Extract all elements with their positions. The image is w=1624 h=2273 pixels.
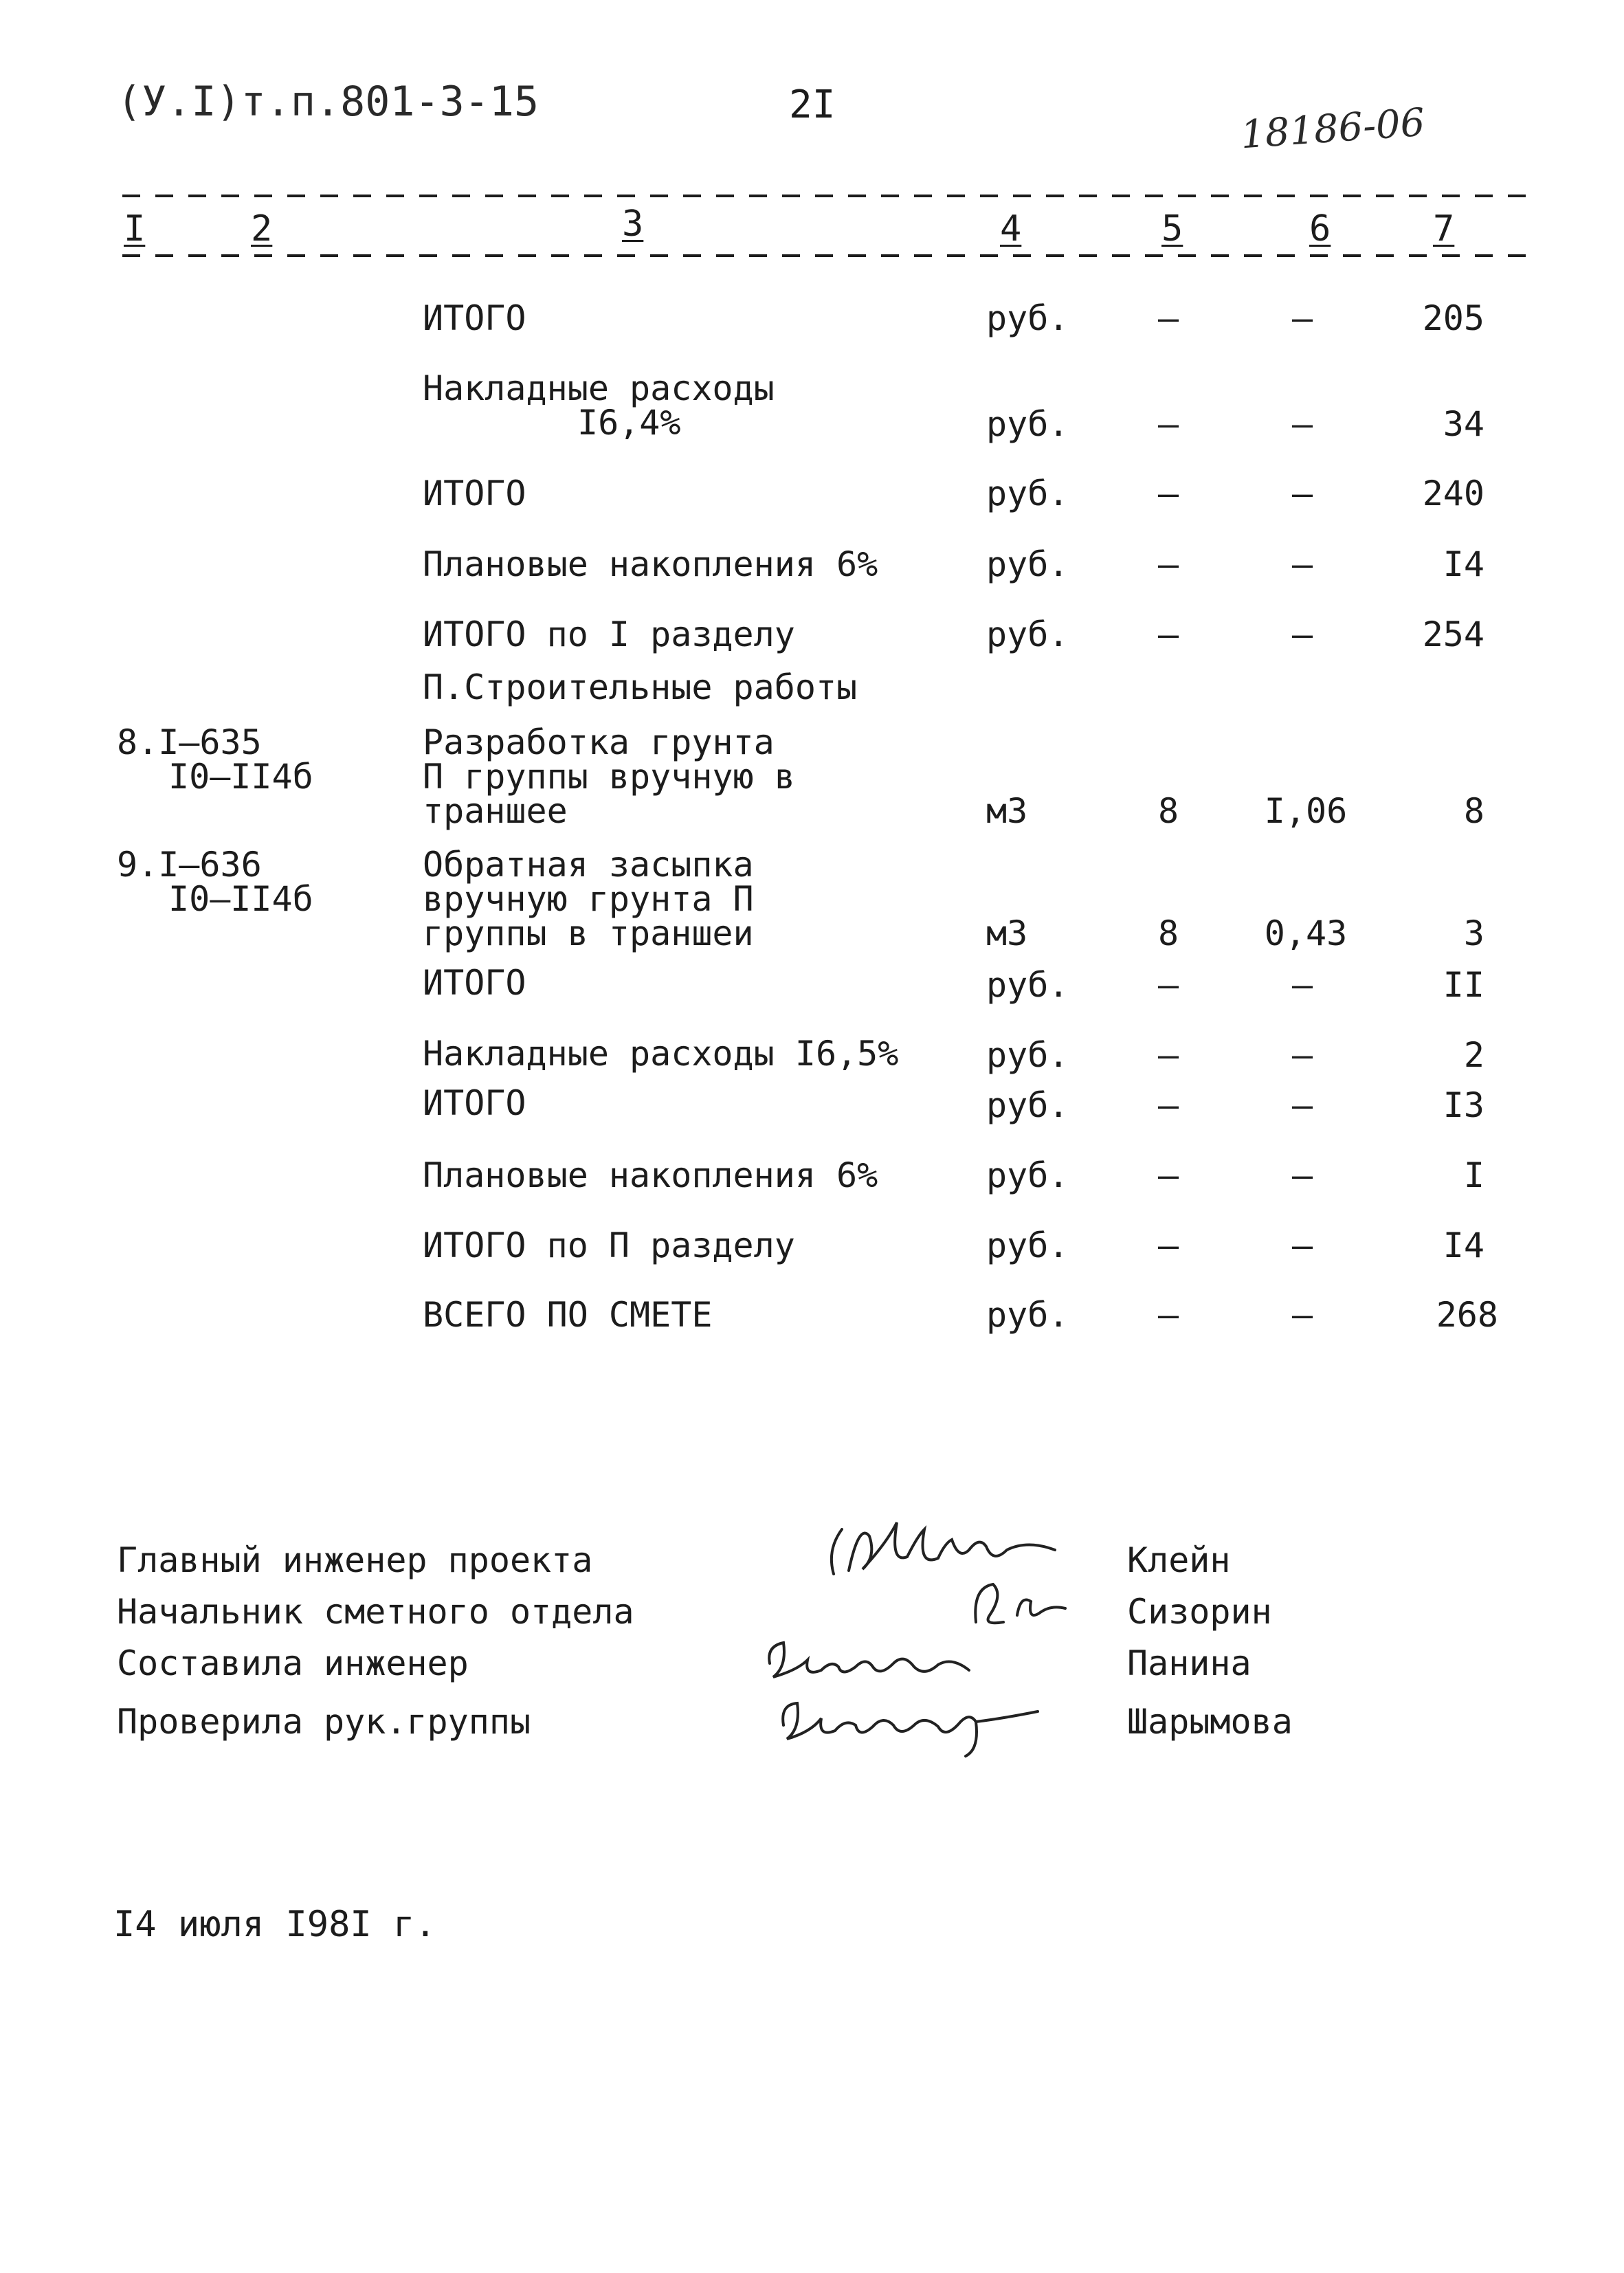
row-quantity: – <box>1157 1226 1179 1265</box>
row-rate: – <box>1291 1226 1313 1265</box>
row-rate: 0,43 <box>1264 913 1348 953</box>
row-quantity: – <box>1157 965 1179 1005</box>
row-quantity: 8 <box>1157 791 1179 831</box>
row-unit: руб. <box>986 1155 1069 1195</box>
signatory-role: Составила инженер <box>117 1643 469 1683</box>
row-description: Разработка грунта <box>423 722 775 762</box>
row-quantity: – <box>1157 544 1179 584</box>
row-description: ИТОГО <box>423 474 526 513</box>
row-quantity: – <box>1157 1085 1179 1125</box>
row-total: 3 <box>1463 913 1484 953</box>
signatory-role: Главный инженер проекта <box>117 1540 593 1580</box>
row-unit: м3 <box>986 791 1028 831</box>
row-total: 268 <box>1436 1295 1498 1335</box>
row-description: группы в траншеи <box>423 913 754 953</box>
row-unit: руб. <box>986 1295 1069 1335</box>
row-unit: руб. <box>986 965 1069 1005</box>
row-unit: руб. <box>986 544 1069 584</box>
archive-number: 18186-06 <box>1239 100 1427 158</box>
column-heading-3: 3 <box>622 203 644 245</box>
column-heading-2: 2 <box>251 208 273 250</box>
row-total: I4 <box>1443 1226 1484 1265</box>
row-code: I0–II4б <box>168 757 313 797</box>
row-rate: – <box>1291 298 1313 338</box>
row-quantity: – <box>1157 614 1179 654</box>
row-description: ИТОГО по I разделу <box>423 614 795 654</box>
section-heading: П.Строительные работы <box>423 667 858 707</box>
row-rate: – <box>1291 965 1313 1005</box>
row-rate: – <box>1291 614 1313 654</box>
row-quantity: 8 <box>1157 913 1179 953</box>
row-total: 240 <box>1422 474 1484 513</box>
row-rate: – <box>1291 1035 1313 1075</box>
row-description: ИТОГО по П разделу <box>423 1226 795 1265</box>
signatory-role: Начальник сметного отдела <box>117 1592 634 1632</box>
row-code: I0–II4б <box>168 879 313 919</box>
row-description: Накладные расходы <box>423 368 775 408</box>
row-description: Плановые накопления 6% <box>423 544 878 584</box>
header-rule-top <box>122 195 1531 197</box>
row-unit: руб. <box>986 298 1069 338</box>
row-total: II <box>1443 965 1484 1005</box>
handwritten-signature-4 <box>770 1684 1058 1760</box>
row-rate: – <box>1291 1295 1313 1335</box>
row-rate: – <box>1291 1085 1313 1125</box>
row-description: вручную грунта П <box>423 879 754 919</box>
signatory-name: Сизорин <box>1127 1592 1272 1632</box>
row-rate: – <box>1291 404 1313 444</box>
row-description: Плановые накопления 6% <box>423 1155 878 1195</box>
row-quantity: – <box>1157 1295 1179 1335</box>
document-reference: (У.I)т.п.801-3-15 <box>117 78 540 126</box>
row-quantity: – <box>1157 1155 1179 1195</box>
column-heading-4: 4 <box>1000 208 1022 250</box>
row-unit: руб. <box>986 614 1069 654</box>
row-unit: руб. <box>986 474 1069 513</box>
row-total: 254 <box>1422 614 1484 654</box>
row-unit: руб. <box>986 404 1069 444</box>
row-code: 9.I–636 <box>117 845 262 885</box>
row-rate: – <box>1291 474 1313 513</box>
row-total: 34 <box>1443 404 1484 444</box>
signatory-name: Панина <box>1127 1643 1252 1683</box>
row-description: ИТОГО <box>423 963 526 1003</box>
column-heading-6: 6 <box>1309 208 1331 250</box>
row-description: траншее <box>423 791 568 831</box>
row-total: I3 <box>1443 1085 1484 1125</box>
row-total: 205 <box>1422 298 1484 338</box>
row-total: 2 <box>1463 1035 1484 1075</box>
row-total: I <box>1463 1155 1484 1195</box>
row-description: Обратная засыпка <box>423 845 754 885</box>
signatory-name: Клейн <box>1127 1540 1231 1580</box>
row-quantity: – <box>1157 474 1179 513</box>
handwritten-signature-2 <box>962 1574 1100 1636</box>
row-description: ИТОГО <box>423 298 526 338</box>
header-rule-bottom <box>122 254 1531 257</box>
column-heading-1: I <box>124 208 146 250</box>
row-total: I4 <box>1443 544 1484 584</box>
row-unit: руб. <box>986 1085 1069 1125</box>
handwritten-signature-3 <box>756 1629 990 1691</box>
row-code: 8.I–635 <box>117 722 262 762</box>
document-date: I4 июля I98I г. <box>113 1904 436 1945</box>
row-unit: руб. <box>986 1226 1069 1265</box>
row-description: I6,4% <box>577 403 681 443</box>
row-unit: м3 <box>986 913 1028 953</box>
row-description: ВСЕГО ПО СМЕТЕ <box>423 1295 713 1335</box>
page-number: 2I <box>789 82 836 127</box>
signatory-role: Проверила рук.группы <box>117 1702 531 1742</box>
row-rate: I,06 <box>1264 791 1348 831</box>
row-rate: – <box>1291 544 1313 584</box>
row-description: П группы вручную в <box>423 757 795 797</box>
signatory-name: Шарымова <box>1127 1702 1293 1742</box>
row-rate: – <box>1291 1155 1313 1195</box>
row-description: ИТОГО <box>423 1083 526 1123</box>
column-heading-7: 7 <box>1433 208 1455 250</box>
row-quantity: – <box>1157 298 1179 338</box>
row-total: 8 <box>1463 791 1484 831</box>
row-description: Накладные расходы I6,5% <box>423 1034 899 1074</box>
row-quantity: – <box>1157 1035 1179 1075</box>
column-heading-5: 5 <box>1161 208 1183 250</box>
row-quantity: – <box>1157 404 1179 444</box>
row-unit: руб. <box>986 1035 1069 1075</box>
